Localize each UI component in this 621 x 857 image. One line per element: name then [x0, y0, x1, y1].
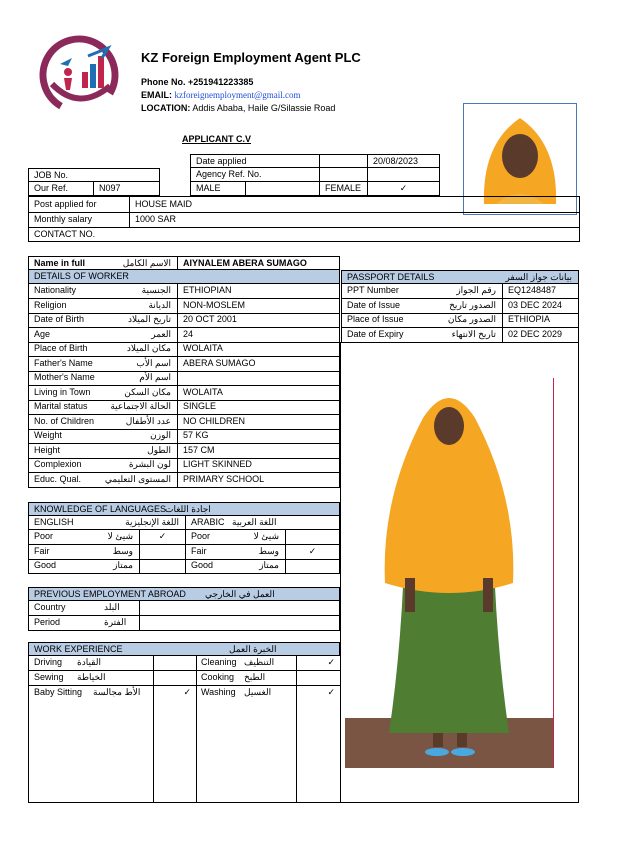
label-ar: الوزن [150, 430, 171, 440]
arabic-level-check[interactable] [286, 530, 340, 545]
label-ar: الصدور مكان [447, 314, 496, 324]
passport-title-en: PASSPORT DETAILS [347, 272, 435, 282]
contact-label: CONTACT NO. [28, 228, 580, 242]
english-level-check[interactable] [140, 559, 186, 574]
detail-label [28, 444, 178, 459]
label-en: Washing [201, 687, 236, 697]
location-line [141, 103, 335, 113]
detail-label [28, 357, 178, 372]
arabic-header [186, 516, 340, 530]
label-en: Sewing [34, 672, 64, 682]
english-header [28, 516, 186, 530]
work-skill-check[interactable]: ✓ [153, 686, 197, 702]
detail-label [28, 299, 178, 314]
work-skill-check[interactable]: ✓ [296, 686, 341, 702]
male-check[interactable] [246, 182, 320, 196]
english-level [28, 559, 140, 574]
detail-value [178, 371, 340, 386]
post-value: HOUSE MAID [130, 196, 580, 213]
work-col-divider-3 [296, 700, 297, 803]
detail-value: NO CHILDREN [178, 415, 340, 430]
label-ar: القيادة [77, 657, 101, 667]
name-label-ar: الاسم الكامل [122, 258, 171, 268]
label-en: Marital status [34, 401, 88, 411]
languages-title-ar: اجادة اللغات [165, 504, 211, 514]
label-ar: الحالة الاجتماعية [110, 401, 171, 411]
label-en: Fair [34, 545, 50, 556]
label-en: Date of Birth [34, 314, 85, 324]
passport-label [341, 328, 503, 343]
female-check[interactable]: ✓ [368, 182, 440, 196]
label-en: Country [34, 602, 66, 612]
label-en: Fair [191, 545, 207, 556]
label-en: Weight [34, 430, 62, 440]
label-ar: الأط مجالسة [93, 687, 141, 697]
label-ar: ممتاز [259, 560, 279, 570]
label-en: Complexion [34, 459, 82, 469]
our-ref-value: N097 [94, 182, 160, 196]
label-ar: مكان الميلاد [126, 343, 171, 353]
work-title-en: WORK EXPERIENCE [34, 644, 123, 654]
name-value: AIYNALEM ABERA SUMAGO [178, 256, 340, 270]
detail-value: WOLAITA [178, 386, 340, 401]
agency-ref-value [368, 168, 440, 182]
job-no-label: JOB No. [28, 168, 160, 182]
detail-value: PRIMARY SCHOOL [178, 473, 340, 488]
detail-label [28, 473, 178, 488]
languages-header [28, 502, 340, 516]
label-ar: الخياطة [77, 672, 106, 682]
english-level-check[interactable] [140, 545, 186, 560]
arabic-label-ar: اللغة العربية [232, 517, 277, 527]
work-experience-header [28, 642, 340, 656]
email-label: EMAIL: [141, 90, 172, 100]
detail-value: 24 [178, 328, 340, 343]
location-value: Addis Ababa, Haile G/Silassie Road [192, 103, 336, 113]
label-ar: الجنسية [141, 285, 171, 295]
label-ar: اسم الأب [136, 357, 171, 368]
phone-line [141, 77, 253, 87]
passport-title-ar: بيانات جواز السفر [505, 272, 572, 282]
label-en: Poor [34, 531, 54, 541]
agency-ref-blank [320, 168, 368, 182]
label-ar: وسط [258, 545, 279, 556]
label-ar: شيئ لا [253, 531, 279, 541]
english-level [28, 530, 140, 545]
work-skill [196, 656, 297, 671]
detail-value: SINGLE [178, 400, 340, 415]
label-ar: مكان السكن [124, 386, 171, 397]
male-label: MALE [190, 182, 246, 196]
detail-value: ABERA SUMAGO [178, 357, 340, 372]
label-ar: اسم الأم [139, 372, 171, 382]
previous-title-en: PREVIOUS EMPLOYMENT ABROAD [34, 589, 186, 599]
detail-label [28, 328, 178, 343]
detail-label [28, 458, 178, 473]
label-en: Period [34, 616, 61, 627]
english-level [28, 545, 140, 560]
label-ar: الغسيل [244, 687, 272, 697]
work-title-ar: الخبرة العمل [229, 644, 277, 654]
label-en: Place of Birth [34, 343, 88, 353]
passport-label [341, 299, 503, 314]
detail-label [28, 386, 178, 401]
label-en: Height [34, 444, 61, 455]
english-label-ar: اللغة الإنجليزية [125, 517, 179, 527]
detail-value: 157 CM [178, 444, 340, 459]
label-en: Date of Issue [347, 299, 401, 310]
detail-value: LIGHT SKINNED [178, 458, 340, 473]
name-label-en: Name in full [34, 258, 86, 268]
label-en: Poor [191, 531, 211, 541]
previous-title-ar: العمل في الخارجي [205, 589, 275, 599]
detail-value: NON-MOSLEM [178, 299, 340, 314]
arabic-level [186, 545, 286, 560]
label-en: Good [34, 560, 57, 570]
work-skill [196, 671, 297, 686]
label-en: Age [34, 328, 51, 339]
languages-title-en: KNOWLEDGE OF LANGUAGES [34, 504, 167, 514]
work-skill-check[interactable]: ✓ [296, 656, 341, 671]
label-ar: المستوى التعليمي [104, 473, 171, 484]
work-skill [28, 656, 154, 671]
work-skill-check[interactable] [296, 671, 341, 686]
full-body-photo [345, 378, 553, 768]
agency-ref-label: Agency Ref. No. [190, 168, 320, 182]
location-label: LOCATION: [141, 103, 191, 113]
arabic-level [186, 530, 286, 545]
detail-value: WOLAITA [178, 342, 340, 357]
arabic-level-check[interactable] [286, 559, 340, 574]
passport-value: 02 DEC 2029 [503, 328, 579, 343]
passport-label [341, 284, 503, 299]
label-en: Nationality [34, 285, 77, 295]
date-applied-blank [320, 154, 368, 168]
label-en: Date of Expiry [347, 328, 404, 339]
english-level-check[interactable]: ✓ [140, 530, 186, 545]
label-ar: البلد [104, 602, 120, 612]
label-ar: الديانة [148, 299, 171, 310]
label-en: Driving [34, 657, 63, 667]
label-en: Mother's Name [34, 372, 95, 382]
label-ar: تاريخ الانتهاء [451, 328, 496, 339]
label-ar: عدد الأطفال [125, 415, 171, 426]
previous-employment-header [28, 587, 340, 601]
label-ar: لون البشرة [128, 459, 171, 469]
work-col-divider-1 [153, 700, 154, 803]
detail-label [28, 429, 178, 444]
female-label: FEMALE [320, 182, 368, 196]
english-label: ENGLISH [34, 517, 74, 527]
detail-value: 20 OCT 2001 [178, 313, 340, 328]
work-skill [28, 671, 154, 686]
label-en: Place of Issue [347, 314, 404, 324]
detail-label [28, 371, 178, 386]
work-skill-check[interactable] [153, 671, 197, 686]
detail-value: ETHIOPIAN [178, 284, 340, 299]
our-ref-label: Our Ref. [28, 182, 94, 196]
date-applied-label: Date applied [190, 154, 320, 168]
name-label [28, 256, 178, 270]
label-ar: الطول [147, 444, 171, 455]
label-en: Religion [34, 299, 67, 310]
post-label: Post applied for [28, 196, 130, 213]
work-col-divider-2 [196, 700, 197, 803]
passport-value: ETHIOPIA [503, 313, 579, 328]
previous-value [140, 601, 340, 616]
label-en: Father's Name [34, 357, 93, 368]
label-ar: العمر [151, 328, 171, 339]
label-en: Cleaning [201, 657, 237, 667]
label-ar: شيئ لا [107, 531, 133, 541]
passport-value: EQ1248487 [503, 284, 579, 299]
date-applied-value: 20/08/2023 [368, 154, 440, 168]
arabic-level-check[interactable]: ✓ [286, 545, 340, 560]
email-line [141, 90, 301, 100]
passport-value: 03 DEC 2024 [503, 299, 579, 314]
salary-label: Monthly salary [28, 213, 130, 228]
detail-label [28, 342, 178, 357]
work-table-bottom [28, 700, 341, 803]
label-ar: تاريخ الميلاد [128, 314, 171, 324]
label-en: No. of Children [34, 415, 95, 426]
label-en: Good [191, 560, 214, 570]
company-logo [38, 34, 120, 116]
previous-value [140, 616, 340, 631]
label-en: Living in Town [34, 386, 91, 397]
label-ar: رقم الجواز [456, 285, 496, 295]
label-en: Cooking [201, 672, 235, 682]
label-ar: ممتاز [113, 560, 133, 570]
arabic-level [186, 559, 286, 574]
label-ar: الطبخ [244, 672, 266, 682]
salary-value: 1000 SAR [130, 213, 580, 228]
email-link[interactable]: kzforeignemployment@gmail.com [174, 90, 301, 100]
label-ar: الصدور تاريخ [449, 299, 496, 310]
detail-label [28, 400, 178, 415]
arabic-label: ARABIC [191, 517, 225, 527]
detail-value: 57 KG [178, 429, 340, 444]
label-ar: الفترة [104, 616, 127, 627]
phone-label: Phone No. [141, 77, 186, 87]
label-ar: وسط [112, 545, 133, 556]
label-ar: التنظيف [244, 657, 275, 667]
work-skill-check[interactable] [153, 656, 197, 671]
details-header: DETAILS OF WORKER [28, 270, 340, 284]
label-en: PPT Number [347, 285, 399, 295]
detail-label [28, 415, 178, 430]
passport-label [341, 313, 503, 328]
previous-label [28, 616, 140, 631]
detail-label [28, 284, 178, 299]
passport-header [341, 270, 579, 284]
phone-value: +251941223385 [188, 77, 254, 87]
label-en: Educ. Qual. [34, 473, 82, 484]
detail-label [28, 313, 178, 328]
previous-label [28, 601, 140, 616]
document-title: APPLICANT C.V [182, 134, 252, 144]
label-en: Baby Sitting [34, 687, 83, 697]
company-name: KZ Foreign Employment Agent PLC [141, 50, 361, 65]
